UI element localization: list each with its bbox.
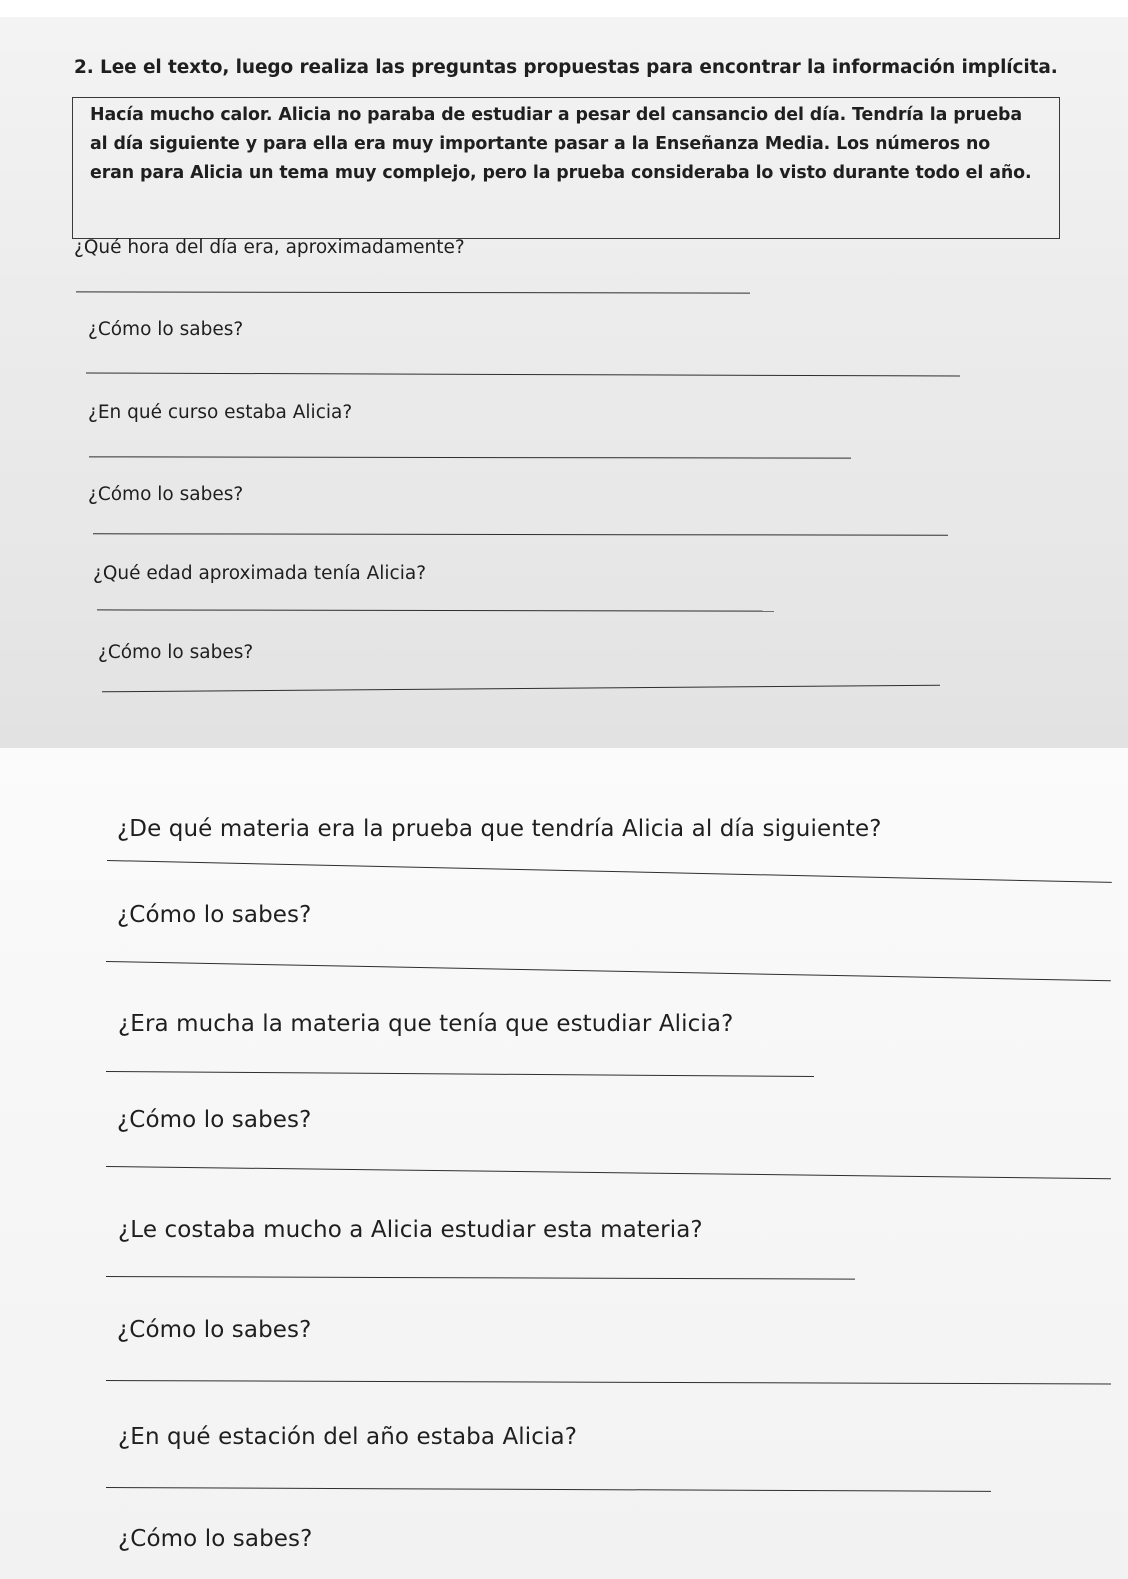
question-school-grade: ¿En qué curso estaba Alicia? [88,402,353,423]
question-how-know: ¿Cómo lo sabes? [118,1526,313,1552]
question-time-of-day: ¿Qué hora del día era, aproximadamente? [74,237,465,258]
worksheet-photo-bottom [0,748,1128,1579]
question-how-know: ¿Cómo lo sabes? [88,319,244,340]
reading-text: Hacía mucho calor. Alicia no paraba de estudiar a pesar del cansancio del día. Tendría la prueba al día siguiente y para ella era muy importante pasar a la Enseñanza Media. Los números no eran para Alicia un tema muy complejo, pero la prueba consideraba lo visto durante todo el año. [90,105,1032,183]
question-how-know: ¿Cómo lo sabes? [117,1107,312,1133]
top-white-margin [0,0,1128,17]
question-amount-material: ¿Era mucha la materia que tenía que estudiar Alicia? [118,1011,734,1037]
instruction-prefix: 2. Lee el texto, luego realiza las preguntas propuestas para encontrar la [74,57,832,78]
question-how-know: ¿Cómo lo sabes? [98,642,254,663]
instruction-heading [74,57,1058,78]
instruction-emphasis: información implícita. [831,57,1058,78]
question-difficulty: ¿Le costaba mucho a Alicia estudiar esta materia? [118,1217,703,1243]
question-how-know: ¿Cómo lo sabes? [88,484,244,505]
question-season: ¿En qué estación del año estaba Alicia? [118,1424,578,1450]
question-how-know: ¿Cómo lo sabes? [117,902,312,928]
question-how-know: ¿Cómo lo sabes? [117,1317,312,1343]
question-age: ¿Qué edad aproximada tenía Alicia? [93,563,427,584]
question-subject: ¿De qué materia era la prueba que tendría Alicia al día siguiente? [117,816,882,842]
